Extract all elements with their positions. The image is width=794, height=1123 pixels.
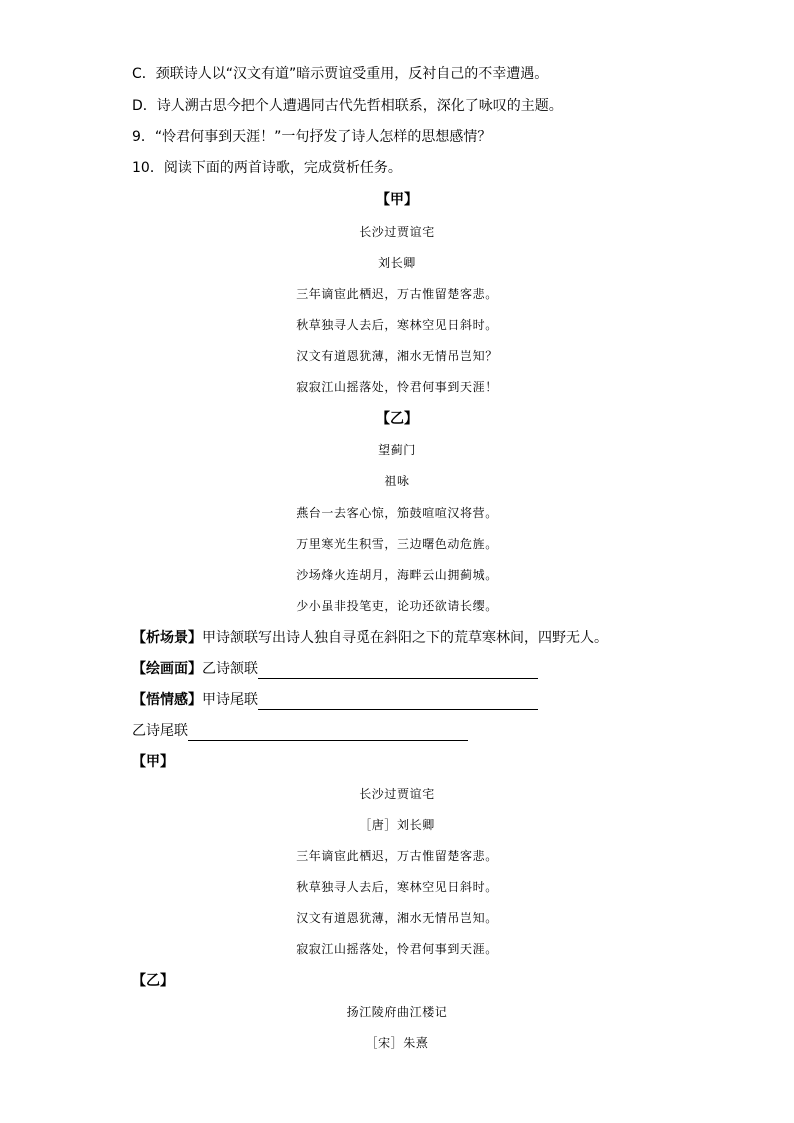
question-10: 10．阅读下面的两首诗歌，完成赏析任务。 — [132, 160, 402, 176]
poem-b-author: 祖咏 — [384, 474, 410, 488]
task-feel-text: 甲诗尾联 — [202, 692, 258, 708]
task-feel-b-text: 乙诗尾联 — [132, 723, 188, 739]
section2-marker-b: 【乙】 — [132, 973, 174, 989]
section2-line-a: 汉文有道恩犹薄，湘水无情吊岂知。 — [296, 911, 498, 925]
option-c: C．颈联诗人以“汉文有道”暗示贾谊受重用，反衬自己的不幸遭遇。 — [132, 66, 549, 82]
answer-blank[interactable] — [258, 664, 538, 679]
poem-b-line: 少小虽非投笔吏，论功还欲请长缨。 — [296, 599, 498, 613]
section2-line-a: 三年谪宦此栖迟，万古惟留楚客悲。 — [296, 849, 498, 863]
answer-blank[interactable] — [188, 726, 468, 741]
poem-a-line: 秋草独寻人去后，寒林空见日斜时。 — [296, 318, 498, 332]
poem-b-title: 望蓟门 — [378, 443, 416, 457]
task-draw — [132, 659, 538, 679]
poem-a-line: 汉文有道恩犹薄，湘水无情吊岂知？ — [296, 349, 498, 363]
section2-line-a: 秋草独寻人去后，寒林空见日斜时。 — [296, 880, 498, 894]
task-feel-label: 【悟情感】 — [132, 692, 202, 708]
option-d: D．诗人溯古思今把个人遭遇同古代先哲相联系，深化了咏叹的主题。 — [132, 98, 563, 114]
poem-b-marker: 【乙】 — [376, 411, 418, 427]
section2-title-a: 长沙过贾谊宅 — [359, 787, 435, 801]
poem-a-author: 刘长卿 — [378, 256, 416, 270]
answer-blank[interactable] — [258, 695, 538, 710]
poem-a-marker: 【甲】 — [376, 192, 418, 208]
task-analyze — [132, 628, 608, 648]
task-analyze-text: 甲诗颔联写出诗人独自寻觅在斜阳之下的荒草寒林间，四野无人。 — [202, 630, 608, 646]
poem-b-line: 燕台一去客心惊，笳鼓喧喧汉将营。 — [296, 506, 498, 520]
question-9: 9．“怜君何事到天涯！”一句抒发了诗人怎样的思想感情？ — [132, 129, 492, 145]
task-analyze-label: 【析场景】 — [132, 630, 202, 646]
section2-title-b: 扬江陵府曲江楼记 — [346, 1005, 448, 1019]
section2-author-b: ［宋］朱熹 — [365, 1036, 429, 1050]
task-feel — [132, 690, 538, 710]
poem-a-line: 三年谪宦此栖迟，万古惟留楚客悲。 — [296, 287, 498, 301]
poem-b-line: 万里寒光生积雪，三边曙色动危旌。 — [296, 537, 498, 551]
task-feel-b — [132, 721, 468, 741]
task-draw-text: 乙诗颔联 — [202, 661, 258, 677]
section2-line-a: 寂寂江山摇落处，怜君何事到天涯。 — [296, 942, 498, 956]
task-draw-label: 【绘画面】 — [132, 661, 202, 677]
poem-a-title: 长沙过贾谊宅 — [359, 225, 435, 239]
section2-marker-a: 【甲】 — [132, 754, 174, 770]
poem-b-line: 沙场烽火连胡月，海畔云山拥蓟城。 — [296, 568, 498, 582]
section2-author-a: ［唐］刘长卿 — [359, 818, 435, 832]
poem-a-line: 寂寂江山摇落处，怜君何事到天涯！ — [296, 380, 498, 394]
